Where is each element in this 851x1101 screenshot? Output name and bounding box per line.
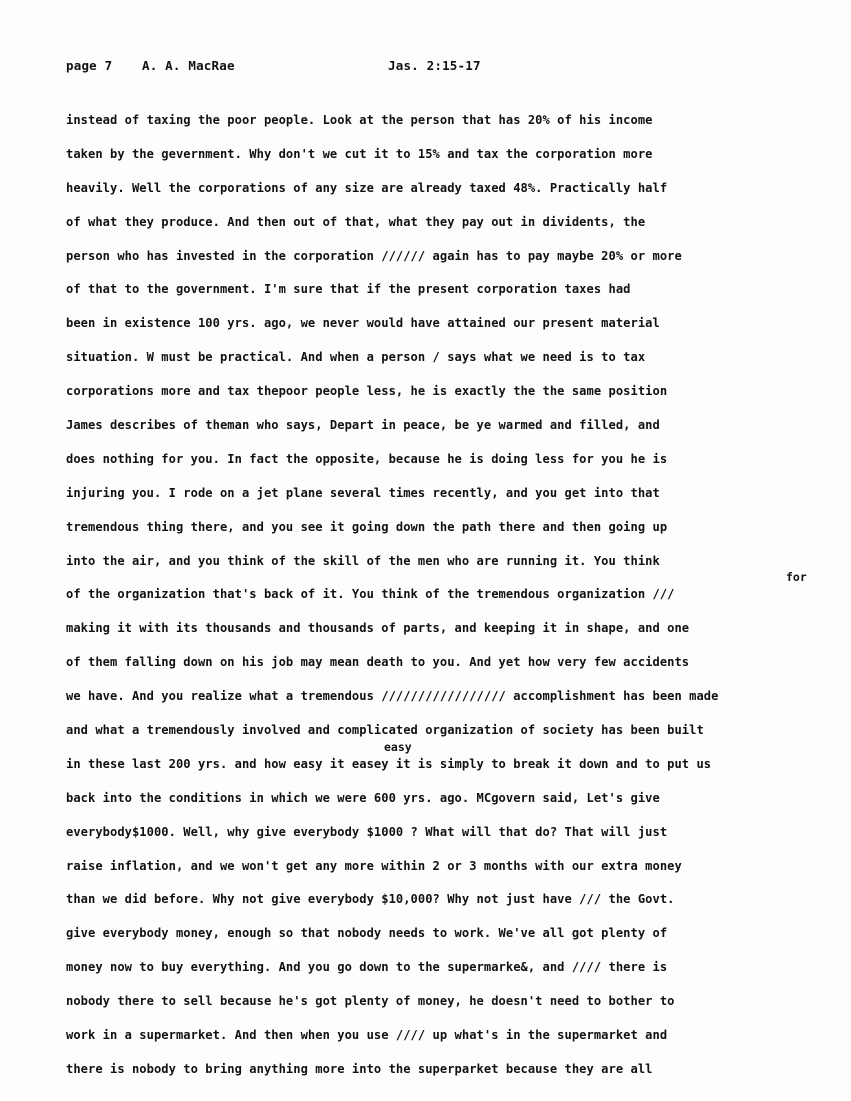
text-line: in these last 200 yrs. and how easy it easey it is simply to break it down and to put us <box>66 756 712 771</box>
interlinear-insertion: for <box>786 570 807 585</box>
text-line: of the organization that's back of it. You think of the tremendous organization /// <box>66 587 675 602</box>
body-text <box>66 110 826 1093</box>
text-line: person who has invested in the corporation ////// again has to pay maybe 20% or more <box>66 248 682 263</box>
text-line: money now to buy everything. And you go down to the supermarke&, and //// there is <box>66 960 668 975</box>
text-line: corporations more and tax thepoor people less, he is exactly the the same position <box>66 384 668 399</box>
text-line: and what a tremendously involved and complicated organization of society has been built <box>66 723 704 738</box>
text-line: back into the conditions in which we were 600 yrs. ago. MCgovern said, Let's give <box>66 790 660 805</box>
text-line: tremendous thing there, and you see it going down the path there and then going up <box>66 519 668 534</box>
page-number: page 7 <box>66 58 113 73</box>
text-line-with-insertion <box>66 739 826 788</box>
scripture-reference: Jas. 2:15-17 <box>388 58 481 73</box>
text-line: than we did before. Why not give everybody $10,000? Why not just have /// the Govt. <box>66 892 675 907</box>
text-line: injuring you. I rode on a jet plane several times recently, and you get into that <box>66 485 660 500</box>
text-line: does nothing for you. In fact the opposite, because he is doing less for you he is <box>66 451 668 466</box>
text-line: of them falling down on his job may mean death to you. And yet how very few accidents <box>66 655 690 670</box>
text-line: making it with its thousands and thousands of parts, and keeping it in shape, and one <box>66 621 690 636</box>
page-header <box>66 58 786 80</box>
author-name: A. A. MacRae <box>142 58 235 73</box>
text-line: been in existence 100 yrs. ago, we never would have attained our present material <box>66 316 660 331</box>
text-line: there is nobody to bring anything more into the superparket because they are all <box>66 1061 653 1076</box>
text-line: we have. And you realize what a tremendous ///////////////// accomplishment has been made <box>66 689 719 704</box>
text-line: into the air, and you think of the skill of the men who are running it. You think <box>66 553 660 568</box>
text-line: work in a supermarket. And then when you use //// up what's in the supermarket and <box>66 1028 668 1043</box>
text-line-with-insertion <box>66 570 826 618</box>
text-line: heavily. Well the corporations of any size are already taxed 48%. Practically half <box>66 180 668 195</box>
text-line: give everybody money, enough so that nobody needs to work. We've all got plenty of <box>66 926 668 941</box>
text-line: of that to the government. I'm sure that if the present corporation taxes had <box>66 282 631 297</box>
text-line: nobody there to sell because he's got plenty of money, he doesn't need to bother to <box>66 994 675 1009</box>
text-line: situation. W must be practical. And when a person / says what we need is to tax <box>66 350 646 365</box>
text-line: taken by the gevernment. Why don't we cut it to 15% and tax the corporation more <box>66 146 653 161</box>
text-line: James describes of theman who says, Depart in peace, be ye warmed and filled, and <box>66 418 660 433</box>
text-line: of what they produce. And then out of that, what they pay out in dividents, the <box>66 214 646 229</box>
interlinear-insertion: easy <box>384 739 412 754</box>
text-line: instead of taxing the poor people. Look at the person that has 20% of his income <box>66 113 653 127</box>
text-line: raise inflation, and we won't get any more within 2 or 3 months with our extra money <box>66 858 682 873</box>
text-line: everybody$1000. Well, why give everybody $1000 ? What will that do? That will just <box>66 824 668 839</box>
